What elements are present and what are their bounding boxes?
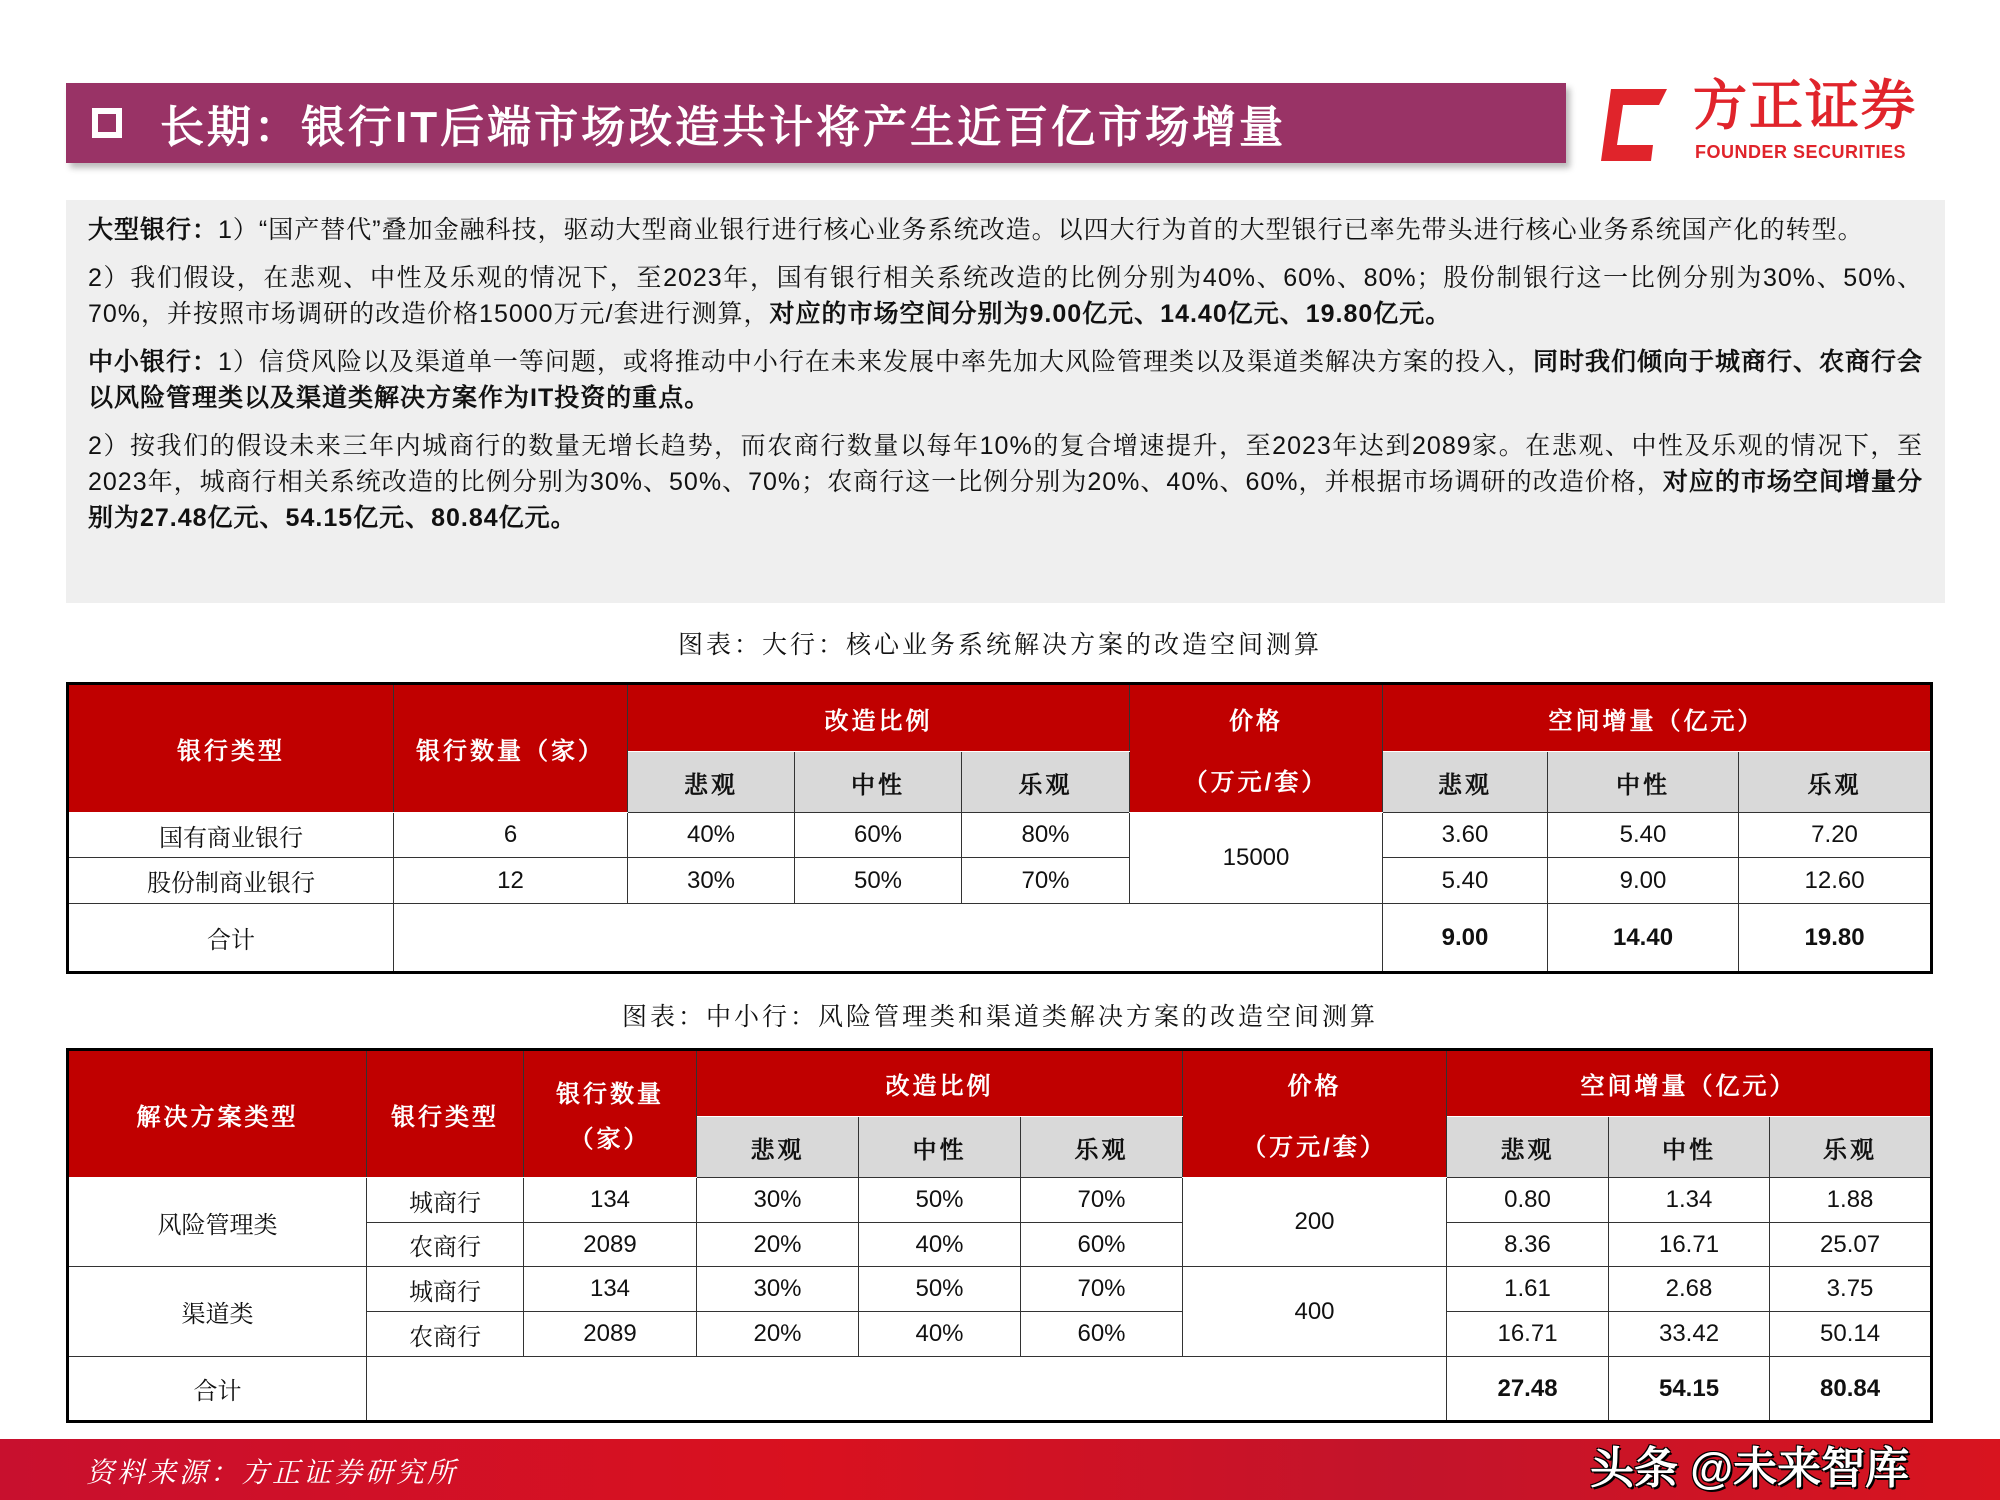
subheader-optimistic: 乐观 (962, 752, 1130, 813)
cell-r2: 60% (795, 813, 962, 858)
table-row (68, 1267, 1932, 1312)
cell-count: 134 (524, 1178, 697, 1223)
square-bullet-icon (92, 108, 122, 138)
cell-count: 12 (394, 858, 628, 904)
cell-s3: 1.88 (1770, 1178, 1932, 1223)
header-bank-count (524, 1050, 697, 1178)
header-space: 空间增量（亿元） (1447, 1050, 1932, 1117)
table1-caption: 图表：大行：核心业务系统解决方案的改造空间测算 (677, 631, 1322, 659)
logo-text-cn: 方正证券 (1693, 76, 1917, 136)
table-row (68, 1178, 1932, 1223)
cell-type: 农商行 (367, 1312, 524, 1357)
cell-r2: 40% (859, 1312, 1021, 1357)
paragraph-small-banks (88, 344, 1923, 416)
cell-count: 2089 (524, 1223, 697, 1267)
page-title: 长期：银行IT后端市场改造共计将产生近百亿市场增量 (160, 103, 1287, 152)
cell-type: 农商行 (367, 1223, 524, 1267)
bold-conclusion: 对应的市场空间分别为9.00亿元、14.40亿元、19.80亿元。 (769, 300, 1452, 328)
logo-mark-icon (1601, 83, 1667, 163)
cell-solution: 渠道类 (68, 1267, 367, 1357)
cell-s2: 1.34 (1609, 1178, 1770, 1223)
founder-securities-logo (1601, 76, 1931, 165)
cell-s1: 5.40 (1383, 858, 1548, 904)
subheader-optimistic: 乐观 (1739, 752, 1932, 813)
bank-count-unit: （家） (569, 1126, 651, 1153)
cell-s1: 1.61 (1447, 1267, 1609, 1312)
total-row (68, 1357, 1932, 1422)
header-space: 空间增量（亿元） (1383, 684, 1932, 752)
cell-r2: 50% (859, 1178, 1021, 1223)
subheader-neutral: 中性 (1609, 1117, 1770, 1178)
header-price (1183, 1050, 1447, 1178)
large-bank-table (66, 682, 1933, 974)
price-unit: （万元/套） (1242, 1134, 1387, 1161)
text: 1）信贷风险以及渠道单一等问题，或将推动中小行在未来发展中率先加大风险管理类以及渠道类解决方案的投入， (218, 348, 1533, 376)
subheader-pessimistic: 悲观 (697, 1117, 859, 1178)
cell-s3: 50.14 (1770, 1312, 1932, 1357)
text: 2）我们假设，在悲观、中性及乐观的情况下，至2023年，国有银行相关系统改造的比例分别为40%、60%、80%；股份制银行这一比例分别为30%、50%、70%，并按照市场调研的改造价格15000万元/套进行测算， (88, 264, 1923, 328)
cell-r3: 60% (1021, 1312, 1183, 1357)
cell-total-s2: 54.15 (1609, 1357, 1770, 1422)
bank-count-label: 银行数量 (556, 1081, 664, 1108)
table-row (68, 858, 1932, 904)
subheader-neutral: 中性 (795, 752, 962, 813)
cell-r3: 80% (962, 813, 1130, 858)
bold-lead: 大型银行： (88, 216, 219, 244)
subheader-neutral: 中性 (859, 1117, 1021, 1178)
cell-total-label: 合计 (68, 1357, 367, 1422)
cell-r2: 50% (859, 1267, 1021, 1312)
price-unit: （万元/套） (1183, 768, 1329, 796)
cell-s1: 16.71 (1447, 1312, 1609, 1357)
cell-empty (394, 904, 1383, 973)
bold-conclusion: 对应的市场空间增量分别为27.48亿元、54.15亿元、80.84亿元。 (88, 468, 1923, 532)
table-row (68, 813, 1932, 858)
cell-s1: 3.60 (1383, 813, 1548, 858)
cell-r1: 40% (628, 813, 795, 858)
cell-count: 6 (394, 813, 628, 858)
cell-solution: 风险管理类 (68, 1178, 367, 1267)
subheader-pessimistic: 悲观 (1447, 1117, 1609, 1178)
cell-r2: 40% (859, 1223, 1021, 1267)
cell-s2: 9.00 (1548, 858, 1739, 904)
cell-count: 134 (524, 1267, 697, 1312)
source-note: 资料来源：方正证券研究所 (86, 1457, 459, 1488)
subheader-pessimistic: 悲观 (628, 752, 795, 813)
subheader-neutral: 中性 (1548, 752, 1739, 813)
text: 2）按我们的假设未来三年内城商行的数量无增长趋势，而农商行数量以每年10%的复合增速提升，至2023年达到2089家。在悲观、中性及乐观的情况下，至2023年，城商行相关系统改造的比例分别为30%、50%、70%；农商行这一比例分别为20%、40%、60%，并根据市场调研的改造价格， (88, 432, 1923, 496)
paragraph-large-banks (88, 212, 1923, 248)
paragraph-small-banks-assumption (88, 428, 1923, 536)
header-price (1130, 684, 1383, 813)
cell-r1: 20% (697, 1312, 859, 1357)
total-row (68, 904, 1932, 973)
cell-total-s2: 14.40 (1548, 904, 1739, 973)
cell-total-s1: 27.48 (1447, 1357, 1609, 1422)
bold-conclusion: 同时我们倾向于城商行、农商行会以风险管理类以及渠道类解决方案作为IT投资的重点。 (88, 348, 1923, 412)
header-ratio: 改造比例 (628, 684, 1130, 752)
cell-s2: 16.71 (1609, 1223, 1770, 1267)
subheader-optimistic: 乐观 (1021, 1117, 1183, 1178)
paragraph-large-banks-assumption (88, 260, 1923, 332)
cell-type: 城商行 (367, 1267, 524, 1312)
cell-r3: 70% (962, 858, 1130, 904)
cell-s2: 5.40 (1548, 813, 1739, 858)
logo-text-en: FOUNDER SECURITIES (1695, 142, 1907, 162)
subheader-optimistic: 乐观 (1770, 1117, 1932, 1178)
title-bar (66, 83, 1566, 163)
header-bank-count: 银行数量（家） (394, 684, 628, 813)
cell-empty (367, 1357, 1447, 1422)
cell-s3: 7.20 (1739, 813, 1932, 858)
cell-price: 15000 (1130, 813, 1383, 904)
cell-total-s1: 9.00 (1383, 904, 1548, 973)
cell-r2: 50% (795, 858, 962, 904)
cell-price: 400 (1183, 1267, 1447, 1357)
cell-total-s3: 19.80 (1739, 904, 1932, 973)
cell-s3: 12.60 (1739, 858, 1932, 904)
cell-s2: 33.42 (1609, 1312, 1770, 1357)
cell-r3: 70% (1021, 1178, 1183, 1223)
cell-r3: 60% (1021, 1223, 1183, 1267)
text: 1）“国产替代”叠加金融科技，驱动大型商业银行进行核心业务系统改造。以四大行为首的大型银行已率先带头进行核心业务系统国产化的转型。 (218, 216, 1864, 244)
watermark: 头条 @未来智库 (1590, 1444, 1910, 1493)
price-label: 价格 (1287, 1073, 1342, 1100)
bold-lead: 中小银行： (88, 348, 219, 376)
price-label: 价格 (1229, 707, 1284, 735)
cell-s2: 2.68 (1609, 1267, 1770, 1312)
cell-type: 国有商业银行 (68, 813, 394, 858)
header-bank-type: 银行类型 (367, 1050, 524, 1178)
cell-total-label: 合计 (68, 904, 394, 973)
cell-r1: 30% (697, 1178, 859, 1223)
header-ratio: 改造比例 (697, 1050, 1183, 1117)
cell-r3: 70% (1021, 1267, 1183, 1312)
cell-total-s3: 80.84 (1770, 1357, 1932, 1422)
cell-r1: 30% (697, 1267, 859, 1312)
table2-caption: 图表：中小行：风险管理类和渠道类解决方案的改造空间测算 (621, 1003, 1378, 1031)
cell-s1: 8.36 (1447, 1223, 1609, 1267)
cell-type: 城商行 (367, 1178, 524, 1223)
cell-type: 股份制商业银行 (68, 858, 394, 904)
cell-r1: 20% (697, 1223, 859, 1267)
subheader-pessimistic: 悲观 (1383, 752, 1548, 813)
cell-count: 2089 (524, 1312, 697, 1357)
summary-box (66, 200, 1945, 603)
cell-s3: 3.75 (1770, 1267, 1932, 1312)
small-bank-table (66, 1048, 1933, 1423)
cell-s1: 0.80 (1447, 1178, 1609, 1223)
header-solution-type: 解决方案类型 (68, 1050, 367, 1178)
cell-r1: 30% (628, 858, 795, 904)
cell-s3: 25.07 (1770, 1223, 1932, 1267)
header-bank-type: 银行类型 (68, 684, 394, 813)
cell-price: 200 (1183, 1178, 1447, 1267)
